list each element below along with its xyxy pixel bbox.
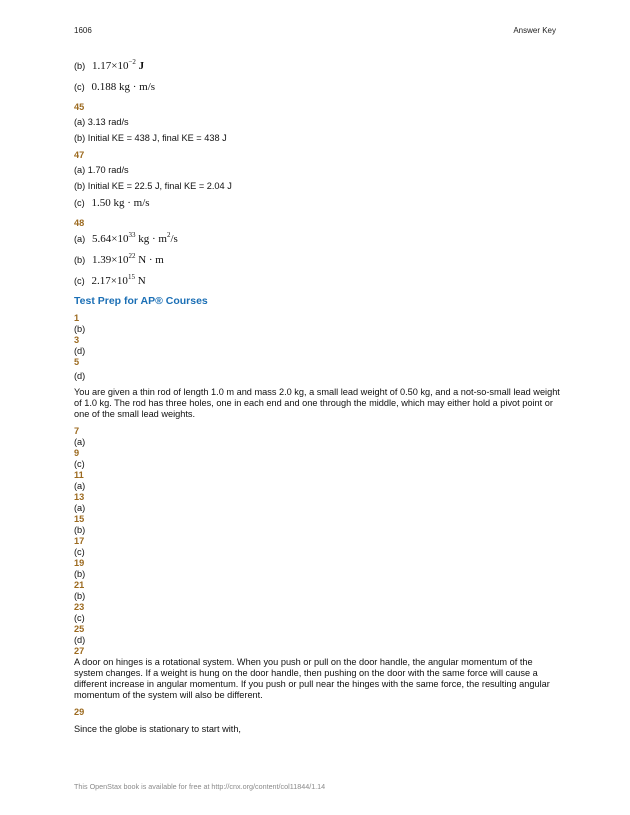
answer-paragraph-29: Since the globe is stationary to start with, xyxy=(74,724,241,734)
answer-key-content xyxy=(74,60,560,741)
answer-47b: (b) Initial KE = 22.5 J, final KE = 2.04 J xyxy=(74,181,232,191)
exponent: 33 xyxy=(128,231,136,239)
question-number: 7 xyxy=(74,426,80,436)
unit: J xyxy=(138,60,145,72)
exponent: 15 xyxy=(127,273,135,281)
answer-paragraph-27: A door on hinges is a rotational system. When you push or pull on the door handle, the angular momentum of the system changes. If a weight is hung on the door handle, then pushing on the door with the same force will cause a different increase in angular momentum. If you push or pull near the hinges with the same force, the resulting angular momentum of the system will also be different. xyxy=(74,657,550,700)
answer-choice: (d) xyxy=(74,346,86,356)
unit-exponent: 2 xyxy=(166,231,171,239)
answer-choice: (a) xyxy=(74,437,86,447)
exponent: −2 xyxy=(128,58,136,66)
unit: N · m xyxy=(138,254,164,266)
mantissa: 5.64 xyxy=(91,233,112,245)
mantissa: 2.17 xyxy=(91,275,111,287)
answer-47a: (a) 1.70 rad/s xyxy=(74,165,129,175)
answer-48c: (c) $2.17\times 10^{15}$ N xyxy=(74,273,146,287)
answer-45a: (a) 3.13 rad/s xyxy=(74,117,129,127)
question-number: 3 xyxy=(74,335,80,345)
answer-label: (b) xyxy=(74,61,86,71)
answer-label: (c) xyxy=(74,276,85,286)
answer-choice: (d) xyxy=(74,371,86,381)
question-number-45: 45 xyxy=(74,102,85,112)
question-number-48: 48 xyxy=(74,218,85,228)
question-number: 19 xyxy=(74,558,85,568)
question-number-47: 47 xyxy=(74,150,85,160)
question-number: 23 xyxy=(74,602,85,612)
answer-choice: (b) xyxy=(74,324,86,334)
answer-value: 0.188 kg · m/s xyxy=(91,81,156,93)
answer-choice: (b) xyxy=(74,569,86,579)
question-number: 21 xyxy=(74,580,85,590)
question-number: 1 xyxy=(74,313,80,323)
answer-choice: (a) xyxy=(74,503,86,513)
answer-c-momentum xyxy=(74,81,560,94)
answer-choice: (a) xyxy=(74,481,86,491)
mantissa: 1.39 xyxy=(91,254,112,266)
mantissa: 1.17 xyxy=(91,60,112,72)
answer-choice: (c) xyxy=(74,613,85,623)
answer-45b: (b) Initial KE = 438 J, final KE = 438 J xyxy=(74,133,227,143)
question-number: 5 xyxy=(74,357,80,367)
footer-note: This OpenStax book is available for free at http://cnx.org/content/col11844/1.14 xyxy=(74,782,326,791)
question-number: 9 xyxy=(74,448,80,458)
question-number: 15 xyxy=(74,514,85,524)
question-number: 25 xyxy=(74,624,85,634)
answer-choice: (b) xyxy=(74,591,86,601)
answer-choice: (c) xyxy=(74,459,85,469)
question-number: 17 xyxy=(74,536,85,546)
answer-choice: (d) xyxy=(74,635,86,645)
question-number: 11 xyxy=(74,470,84,480)
exponent: 22 xyxy=(128,252,136,260)
unit-pre: kg · m xyxy=(138,233,167,245)
answer-label: (a) xyxy=(74,234,86,244)
unit-post: /s xyxy=(170,233,178,245)
answer-b-energy: (b) $1.17\times 10^{-2}$ J xyxy=(74,58,145,72)
answer-48b: (b) $1.39\times 10^{22}$ N · m xyxy=(74,252,164,266)
answer-48a: (a) $5.64\times 10^{33}$ kg · $m^2/s$ xyxy=(74,231,178,245)
page-number: 1606 xyxy=(74,26,92,35)
question-number-27: 27 xyxy=(74,646,85,656)
answer-label: (c) xyxy=(74,82,85,92)
answer-choice: (c) xyxy=(74,547,85,557)
unit: N xyxy=(137,275,146,287)
answer-value: 1.50 kg · m/s xyxy=(91,197,150,209)
answer-choice: (b) xyxy=(74,525,86,535)
running-title: Answer Key xyxy=(513,26,556,35)
answer-label: (b) xyxy=(74,255,86,265)
section-title: Test Prep for AP® Courses xyxy=(74,295,208,307)
question-number-29: 29 xyxy=(74,707,85,717)
answer-label: (c) xyxy=(74,198,85,208)
question-number: 13 xyxy=(74,492,85,502)
answer-47c xyxy=(74,197,560,210)
answer-paragraph: You are given a thin rod of length 1.0 m and mass 2.0 kg, a small lead weight of 0.50 kg, and a not-so-small lead weight of 1.0 kg. The rod has three holes, one in each end and one through the middle, which may either hold a pivot point or one of the small lead weights. xyxy=(74,387,560,419)
